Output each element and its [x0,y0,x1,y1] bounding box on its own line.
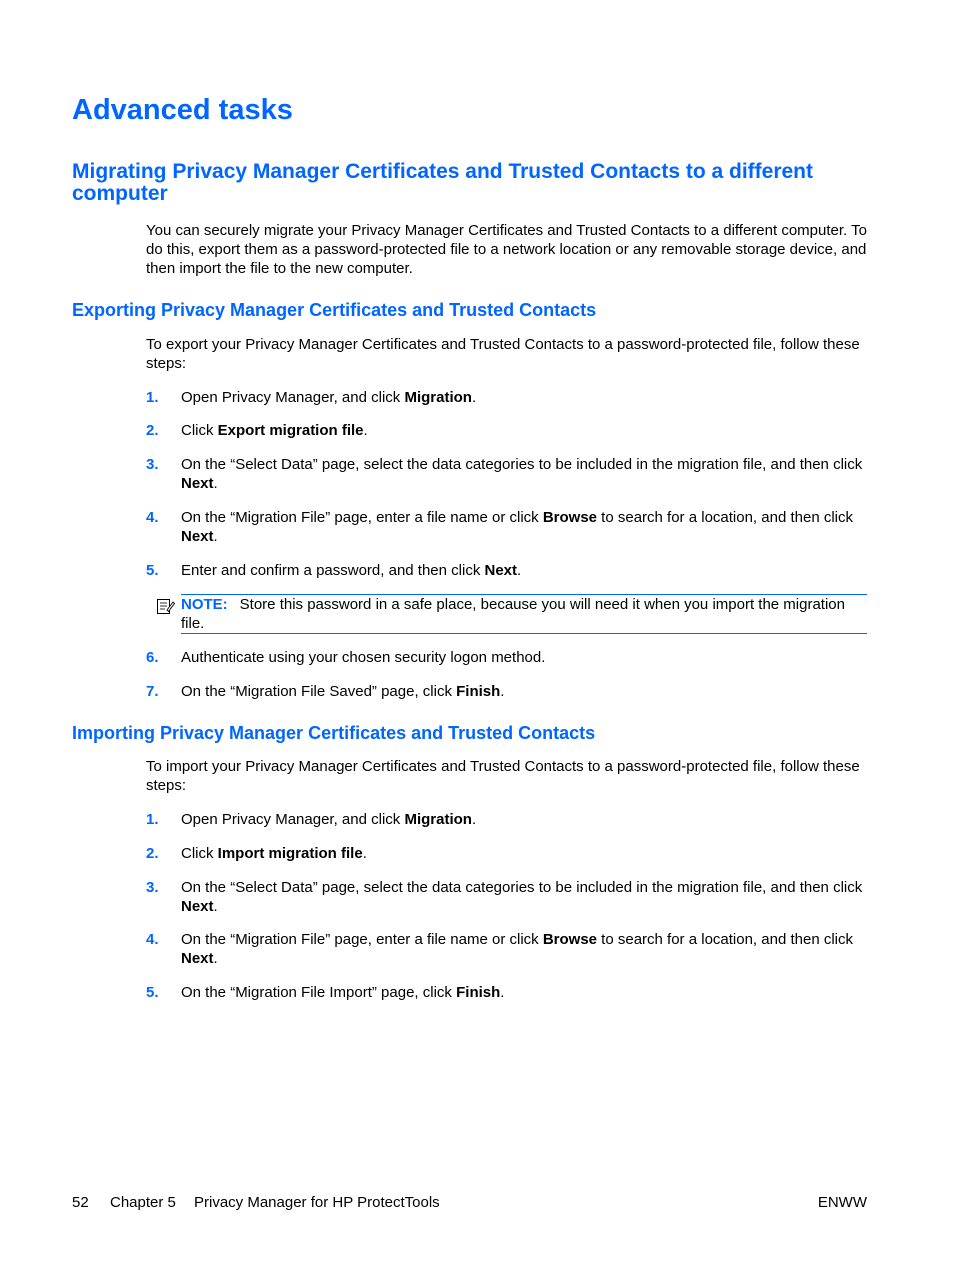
step-text: Open Privacy Manager, and click Migration. [181,389,477,406]
step-number: 2. [146,845,159,862]
note-bottom-rule [181,633,867,634]
step-text: On the “Migration File Import” page, click Finish. [181,984,505,1001]
note-pad-icon [155,596,175,616]
step-number: 6. [146,649,159,666]
step-text: Open Privacy Manager, and click Migration. [181,811,477,828]
footer-chapter: Chapter 5 [110,1194,176,1211]
section-intro: You can securely migrate your Privacy Manager Certificates and Trusted Contacts to a different computer. To do this, export them as a password-protected file to a network location or any removable storage device, and then import the file to the new computer. [146,222,867,277]
step-number: 4. [146,931,159,948]
step-text: On the “Select Data” page, select the data categories to be included in the migration file, and then click Next. [181,456,863,492]
step-number: 5. [146,562,159,579]
step-text: On the “Migration File” page, enter a file name or click Browse to search for a location, and then click Next. [181,509,853,545]
note-box [155,594,867,634]
step-text: Click Import migration file. [181,845,367,862]
import-intro: To import your Privacy Manager Certificates and Trusted Contacts to a password-protected file, follow these steps: [146,758,860,794]
step-number: 3. [146,456,159,473]
section-title: Migrating Privacy Manager Certificates and Trusted Contacts to a different computer [72,160,813,205]
step-text: Enter and confirm a password, and then click Next. [181,562,522,579]
export-title: Exporting Privacy Manager Certificates and Trusted Contacts [72,300,597,320]
footer-chapter-title: Privacy Manager for HP ProtectTools [194,1194,440,1211]
import-title: Importing Privacy Manager Certificates and Trusted Contacts [72,723,596,743]
step-number: 5. [146,984,159,1001]
step-number: 1. [146,811,159,828]
step-number: 2. [146,422,159,439]
step-number: 3. [146,879,159,896]
footer-page-number: 52 [72,1194,89,1211]
step-number: 4. [146,509,159,526]
note-label: NOTE: [181,596,228,613]
step-number: 1. [146,389,159,406]
export-intro: To export your Privacy Manager Certificates and Trusted Contacts to a password-protected file, follow these steps: [146,336,860,372]
step-text: Authenticate using your chosen security logon method. [181,649,546,666]
step-text: Click Export migration file. [181,422,368,439]
step-text: On the “Migration File” page, enter a file name or click Browse to search for a location, and then click Next. [181,931,853,967]
page-title: Advanced tasks [72,94,293,126]
footer-edition: ENWW [817,1194,867,1211]
step-text: On the “Migration File Saved” page, click Finish. [181,683,505,700]
note-text: NOTE: Store this password in a safe place, because you will need it when you import the migration file. [181,596,845,632]
step-text: On the “Select Data” page, select the data categories to be included in the migration file, and then click Next. [181,879,863,915]
step-number: 7. [146,683,159,700]
